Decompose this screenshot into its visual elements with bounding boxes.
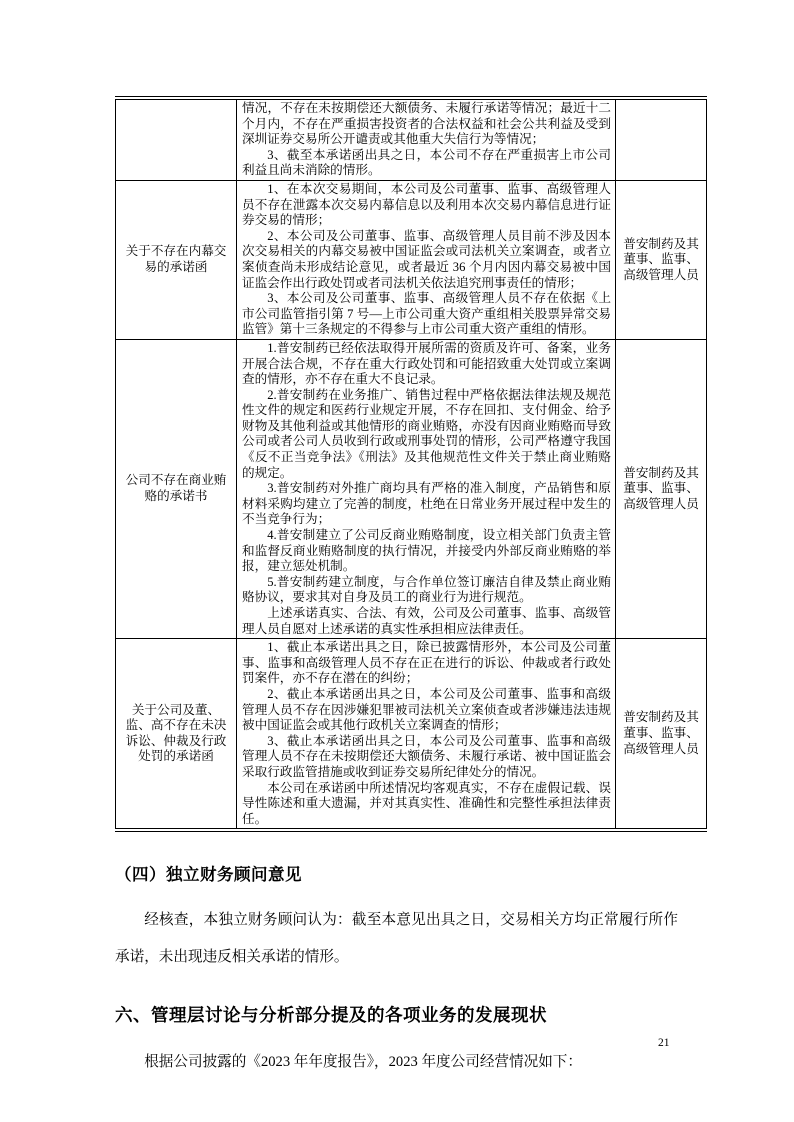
- commitment-content-cell: [237, 98, 616, 180]
- commitments-table-body: [116, 98, 707, 830]
- commitment-party-cell: [616, 98, 707, 180]
- commitment-paragraph: 1、在本次交易期间，本公司及公司董事、监事、高级管理人员不存在泄露本次交易内幕信息以及利用本次交易内幕信息进行证券交易的情形；: [242, 181, 611, 228]
- commitments-table: [115, 96, 707, 832]
- page-number: 21: [658, 1037, 670, 1049]
- commitment-paragraph: 2、截止本承诺函出具之日，本公司及公司董事、监事和高级管理人员不存在因涉嫌犯罪被司法机关立案侦查或者涉嫌违法违规被中国证监会或其他行政机关立案调查的情形；: [242, 686, 611, 733]
- commitment-party-cell: 普安制药及其董事、监事、高级管理人员: [616, 339, 707, 638]
- commitment-paragraph: 3.普安制药对外推广商均具有严格的准入制度，产品销售和原材料采购均建立了完善的制度，杜绝在日常业务开展过程中发生的不当竞争行为；: [242, 481, 611, 527]
- commitment-paragraph: 上述承诺真实、合法、有效，公司及公司董事、监事、高级管理人员自愿对上述承诺的真实性承担相应法律责任。: [242, 606, 611, 636]
- commitment-paragraph: 3、截至本承诺函出具之日，本公司不存在严重损害上市公司利益且尚未消除的情形。: [242, 147, 611, 178]
- commitment-paragraph: 2.普安制药在业务推广、销售过程中严格依据法律法规及规范性文件的规定和医药行业规定开展，不存在回扣、支付佣金、给予财物及其他利益或其他情形的商业贿赂，亦没有因商业贿赂而导致公司或者公司人员收到行政或刑事处罚的情形，公司严格遵守我国《反不正当竞争法》《刑法》及其他规范性文件关于禁止商业贿赂的规定。: [242, 387, 611, 480]
- commitment-paragraph: 2、本公司及公司董事、监事、高级管理人员目前不涉及因本次交易相关的内幕交易被中国证监会或司法机关立案调查，或者立案侦查尚未形成结论意见，或者最近 36 个月内因内幕交易被中国证监会作出行政处罚或者司法机关依法追究刑事责任的情形；: [242, 228, 611, 290]
- page-content: [115, 96, 699, 1081]
- commitment-paragraph: 3、本公司及公司董事、监事、高级管理人员不存在依据《上市公司监管指引第 7 号—上市公司重大资产重组相关股票异常交易监管》第十三条规定的不得参与上市公司重大资产重组的情形。: [242, 291, 611, 337]
- commitment-title-cell: 关于不存在内幕交易的承诺函: [116, 180, 237, 339]
- section-heading-management-discussion: 六、管理层讨论与分析部分提及的各项业务的发展现状: [115, 1005, 547, 1026]
- table-row: [116, 639, 707, 831]
- table-row: [116, 98, 707, 180]
- management-discussion-intro-paragraph: 根据公司披露的《2023 年年度报告》，2023 年度公司经营情况如下：: [144, 1054, 582, 1071]
- commitment-party-cell: 普安制药及其董事、监事、高级管理人员: [616, 180, 707, 339]
- commitment-paragraph: 1.普安制药已经依法取得开展所需的资质及许可、备案，业务开展合法合规，不存在重大行政处罚和可能招致重大处罚或立案调查的情形，亦不存在重大不良记录。: [242, 340, 611, 387]
- commitment-content-cell: [237, 639, 616, 831]
- independent-advisor-opinion-paragraph: 经核查，本独立财务顾问认为：截至本意见出具之日，交易相关方均正常履行所作承诺，未出现违反相关承诺的情形。: [115, 912, 678, 966]
- commitment-content-cell: [237, 339, 616, 638]
- commitment-paragraph: 本公司在承诺函中所述情况均客观真实，不存在虚假记载、误导性陈述和重大遗漏，并对其真实性、准确性和完整性承担法律责任。: [242, 780, 611, 826]
- commitment-content-cell: [237, 180, 616, 339]
- commitment-party-cell: 普安制药及其董事、监事、高级管理人员: [616, 639, 707, 831]
- commitment-paragraph: 3、截止本承诺函出具之日，本公司及公司董事、监事和高级管理人员不存在未按期偿还大额债务、未履行承诺、被中国证监会采取行政监管措施或收到证券交易所纪律处分的情况。: [242, 733, 611, 779]
- commitment-paragraph: 4.普安制建立了公司反商业贿赂制度，设立相关部门负责主管和监督反商业贿赂制度的执行情况，并接受内外部反商业贿赂的举报，建立惩处机制。: [242, 528, 611, 574]
- commitment-title-cell: 公司不存在商业贿赂的承诺书: [116, 339, 237, 638]
- commitment-paragraph: 情况，不存在未按期偿还大额债务、未履行承诺等情况；最近十二个月内，不存在严重损害投资者的合法权益和社会公共利益及受到深圳证券交易所公开谴责或其他重大失信行为等情况；: [242, 101, 611, 147]
- commitment-paragraph: 1、截止本承诺出具之日，除已披露情形外，本公司及公司董事、监事和高级管理人员不存在正在进行的诉讼、仲裁或者行政处罚案件，亦不存在潜在的纠纷；: [242, 640, 611, 686]
- commitment-paragraph: 5.普安制药建立制度，与合作单位签订廉洁自律及禁止商业贿赂协议，要求其对自身及员工的商业行为进行规范。: [242, 574, 611, 605]
- commitment-title-cell: [116, 98, 237, 180]
- section-heading-independent-advisor-opinion: （四）独立财务顾问意见: [115, 866, 302, 885]
- table-row: [116, 180, 707, 339]
- commitment-title-cell: 关于公司及董、监、高不存在未决诉讼、仲裁及行政处罚的承诺函: [116, 639, 237, 831]
- table-row: [116, 339, 707, 638]
